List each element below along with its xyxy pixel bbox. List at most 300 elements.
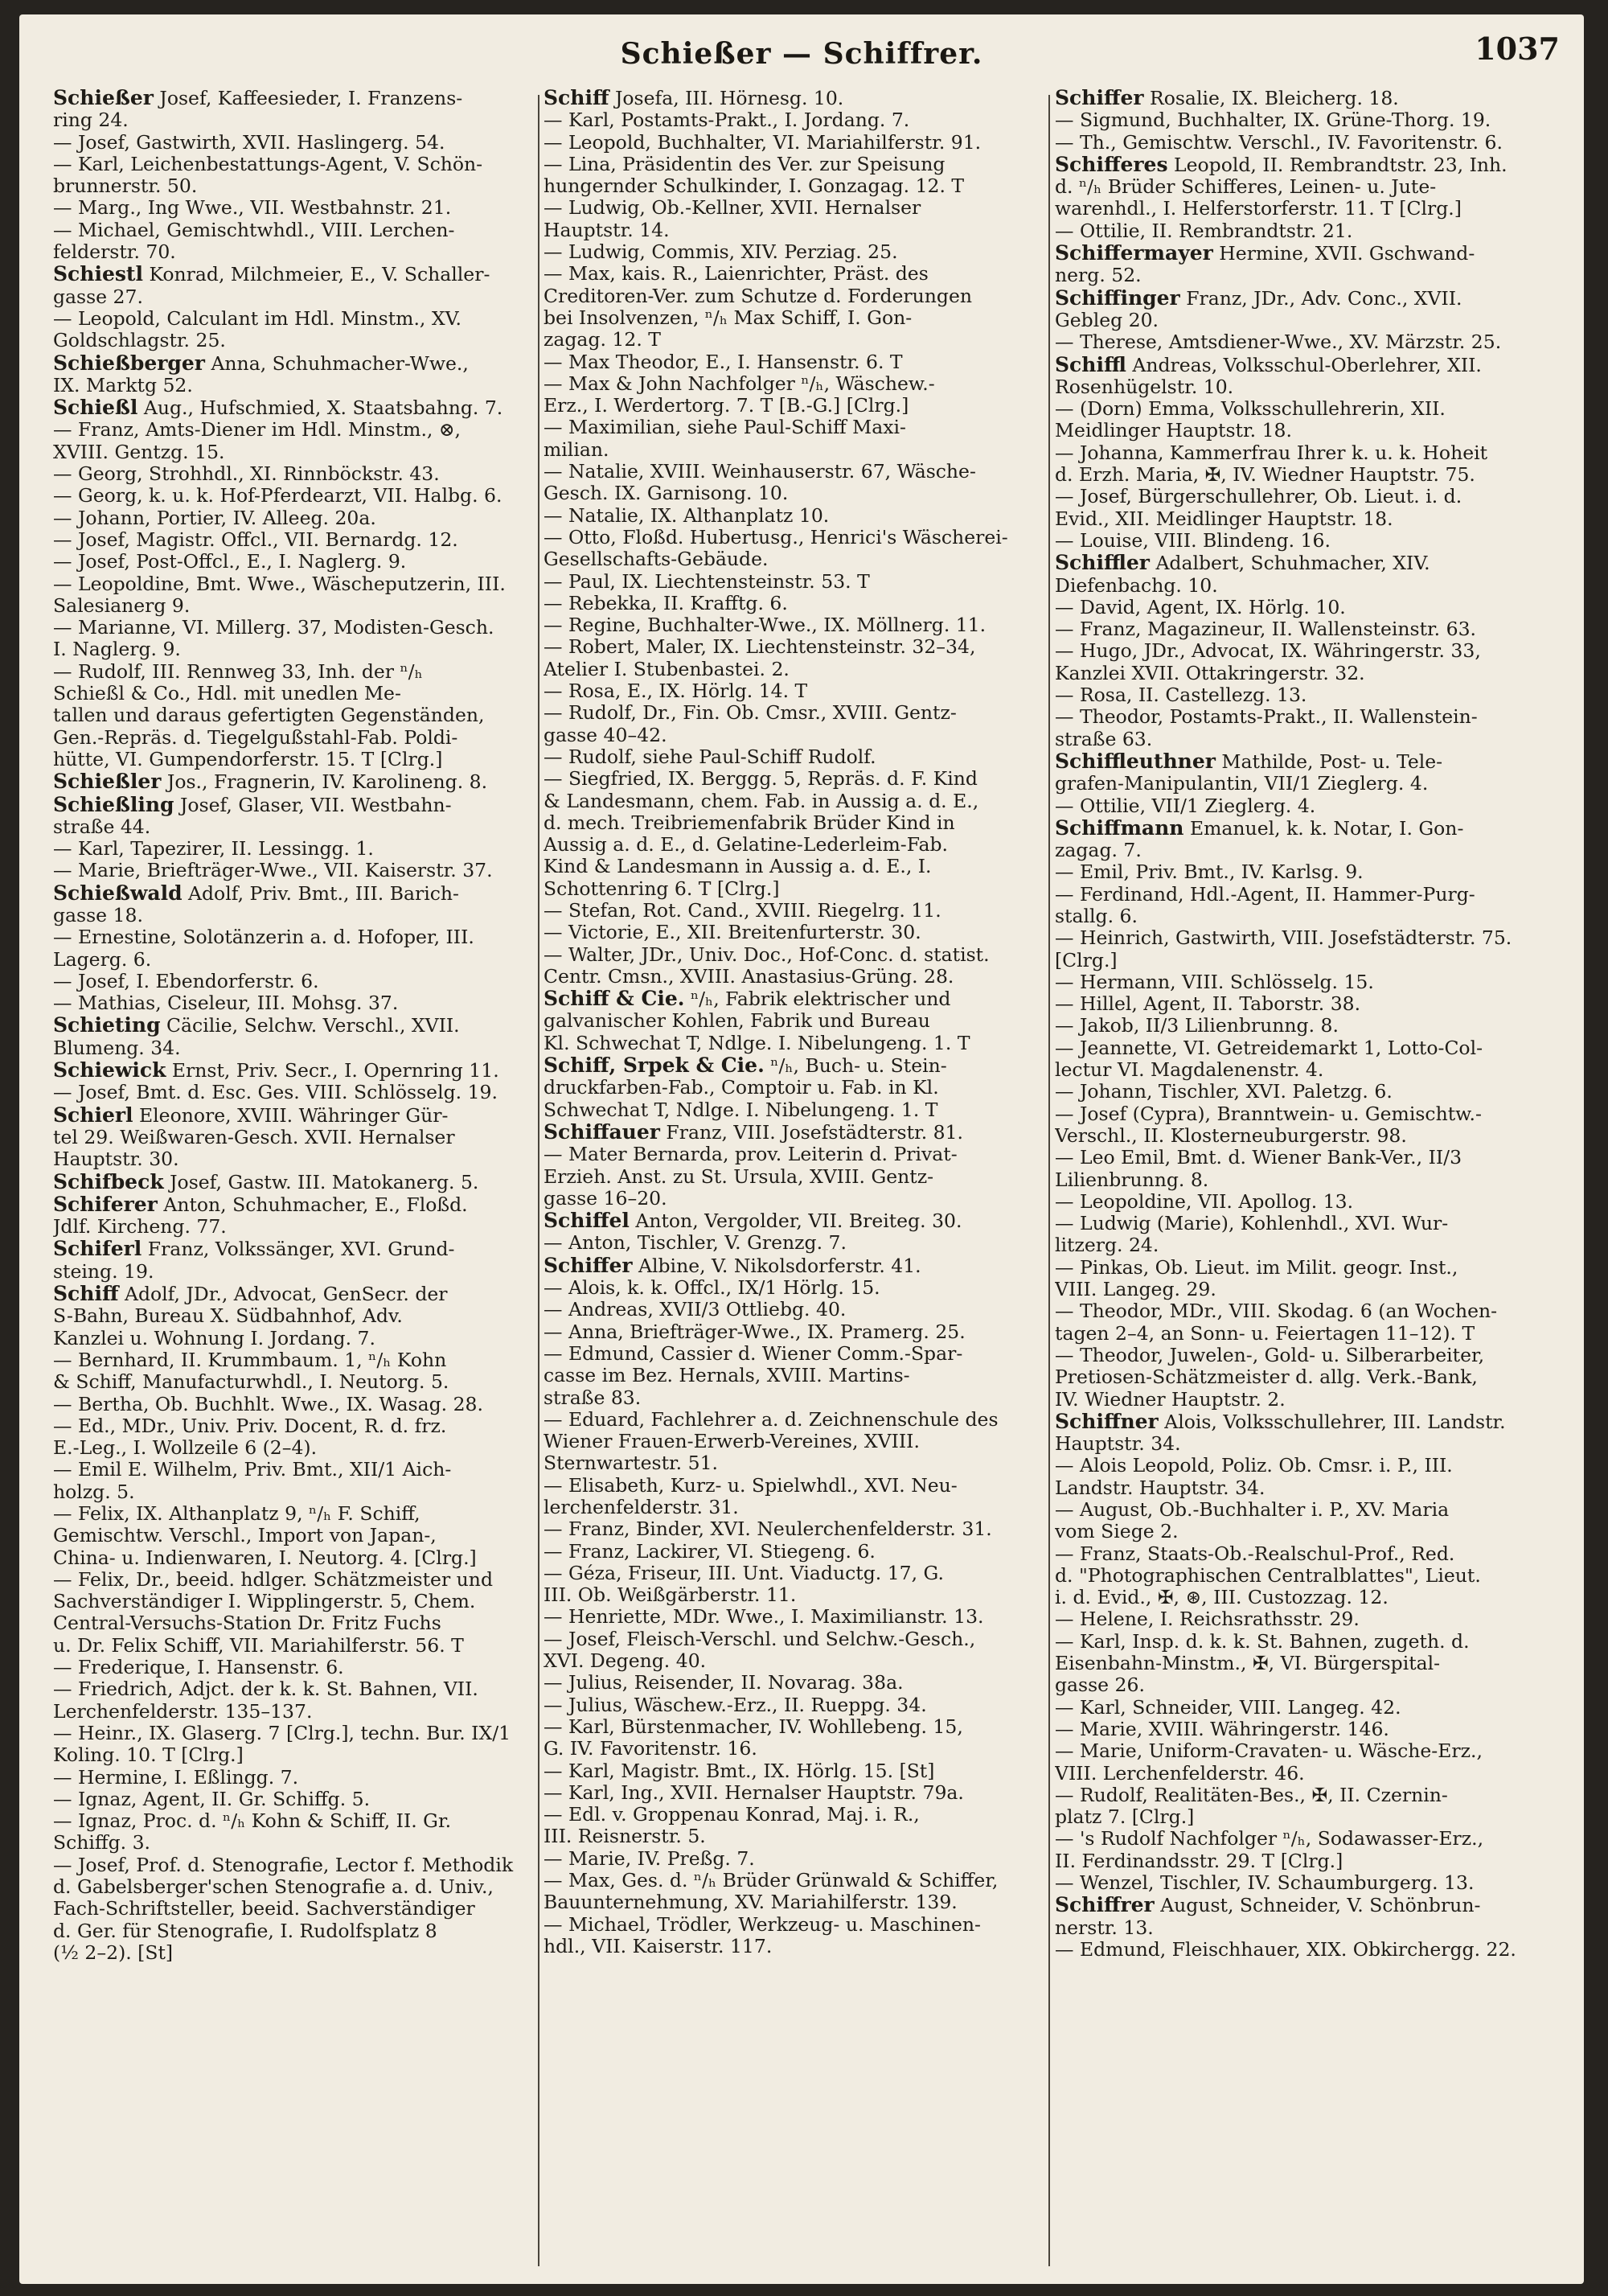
- directory-entry-heading: [53, 87, 534, 132]
- entry-text: Goldschlagstr. 25.: [53, 329, 226, 352]
- entry-line: [1055, 1476, 1553, 1499]
- directory-entry-heading: [544, 1255, 1042, 1277]
- entry-line: [53, 1259, 534, 1283]
- entry-text: — Marie, Uniform-Cravaten- u. Wäsche-Erz.,: [1055, 1740, 1483, 1763]
- entry-line: [544, 153, 1042, 175]
- entry-line: [53, 815, 534, 838]
- directory-entry: [544, 132, 1042, 154]
- entry-line: [544, 1031, 1042, 1054]
- entry-surname: Schiff: [53, 1283, 119, 1306]
- entry-text: — Johann, Tischler, XVI. Paletzg. 6.: [1055, 1081, 1393, 1103]
- directory-entry: [1055, 1455, 1553, 1499]
- entry-line: [544, 789, 1042, 812]
- entry-text: zagag. 12. T: [544, 328, 661, 351]
- entry-line: [1055, 1784, 1553, 1806]
- entry-text: Gemischtw. Verschl., Import von Japan-,: [53, 1524, 437, 1547]
- entry-line: [544, 284, 1042, 307]
- entry-text: — Heinr., IX. Glaserg. 7 [Clrg.], techn. Bur. IX/1: [53, 1722, 511, 1744]
- directory-entry: [1055, 220, 1553, 242]
- directory-entry: [1055, 795, 1553, 817]
- entry-line: [544, 1474, 1042, 1497]
- entry-text: — Julius, Wäschew.-Erz., II. Rueppg. 34.: [544, 1694, 927, 1716]
- entry-line: [1055, 1630, 1553, 1653]
- entry-text: Meidlinger Hauptstr. 18.: [1055, 419, 1292, 442]
- entry-line: [1055, 1674, 1553, 1697]
- entry-text: — Karl, Ing., XVII. Hernalser Hauptstr. 79a.: [544, 1781, 964, 1804]
- entry-text: Adalbert, Schuhmacher, XIV.: [1155, 552, 1430, 575]
- entry-text: — Friedrich, Adjct. der k. k. St. Bahnen, VII.: [53, 1678, 478, 1701]
- entry-line: [544, 504, 1042, 527]
- entry-line: [544, 1583, 1042, 1607]
- entry-text: Lagerg. 6.: [53, 947, 152, 971]
- entry-line: [53, 551, 534, 573]
- entry-text: IV. Wiedner Hauptstr. 2.: [1055, 1387, 1286, 1411]
- entry-line: [544, 1628, 1042, 1650]
- entry-line: [544, 1649, 1042, 1673]
- entry-line: [544, 1430, 1042, 1453]
- entry-line: [1055, 1410, 1553, 1433]
- entry-text: — Rudolf, siehe Paul-Schiff Rudolf.: [544, 745, 876, 768]
- entry-text: Josefa, III. Hörnesg. 10.: [614, 87, 844, 109]
- directory-entry: [1055, 530, 1553, 552]
- directory-entry: [1055, 1213, 1553, 1257]
- entry-line: [53, 881, 534, 905]
- entry-text: hütte, VI. Gumpendorferstr. 15. T [Clrg.]: [53, 747, 443, 770]
- entry-text: — Rosa, E., IX. Hörlg. 14. T: [544, 680, 808, 703]
- directory-entry: [1055, 1939, 1553, 1961]
- entry-surname: Schiffermayer: [1055, 242, 1213, 265]
- entry-text: — Mathias, Ciseleur, III. Mohsg. 37.: [53, 992, 399, 1015]
- entry-line: [1055, 1344, 1553, 1366]
- directory-entry: [1055, 1872, 1553, 1894]
- entry-line: [53, 1854, 534, 1876]
- entry-text: Jos., Fragnerin, IV. Karolineng. 8.: [166, 770, 488, 794]
- entry-text: Atelier I. Stubenbastei. 2.: [544, 657, 790, 680]
- entry-text: Fach-Schriftsteller, beeid. Sachverständiger: [53, 1897, 475, 1920]
- directory-entry: [544, 1232, 1042, 1254]
- directory-entry: [1055, 861, 1553, 883]
- entry-text: galvanischer Kohlen, Fabrik und Bureau: [544, 1009, 930, 1033]
- entry-text: — Ludwig, Ob.-Kellner, XVII. Hernalser: [544, 197, 921, 220]
- entry-text: — Johann, Portier, IV. Alleeg. 20a.: [53, 507, 376, 529]
- entry-line: [1055, 1894, 1553, 1917]
- entry-line: [544, 1342, 1042, 1365]
- entry-line: [1055, 684, 1553, 707]
- entry-text: Erz., I. Werdertorg. 7. T [B.-G.] [Clrg.]: [544, 394, 909, 417]
- directory-entry: [1055, 132, 1553, 154]
- entry-text: — August, Ob.-Buchhalter i. P., XV. Maria: [1055, 1499, 1450, 1521]
- entry-text: XVIII. Gentzg. 15.: [53, 440, 225, 463]
- directory-entry: [1055, 331, 1553, 353]
- entry-line: [1055, 573, 1553, 597]
- entry-surname: Schiffner: [1055, 1410, 1159, 1433]
- entry-text: Salesianerg 9.: [53, 594, 191, 617]
- directory-entry: [1055, 1828, 1553, 1872]
- entry-line: [1055, 861, 1553, 884]
- directory-entry-heading: [544, 87, 1042, 109]
- directory-entry: [53, 1459, 534, 1503]
- entry-line: [1055, 175, 1553, 199]
- entry-text: — Ignaz, Agent, II. Gr. Schiffg. 5.: [53, 1788, 371, 1810]
- directory-entry: [1055, 109, 1553, 131]
- directory-entry: [544, 1848, 1042, 1870]
- entry-text: Franz, VIII. Josefstädterstr. 81.: [666, 1120, 964, 1144]
- entry-text: litzerg. 24.: [1055, 1234, 1159, 1257]
- entry-text: ⁿ/ₕ, Buch- u. Stein-: [770, 1054, 947, 1078]
- directory-entry: [53, 197, 534, 219]
- directory-entry: [53, 507, 534, 529]
- directory-entry: [1055, 993, 1553, 1015]
- entry-text: — Georg, Strohhdl., XI. Rinnböckstr. 43.: [53, 463, 440, 486]
- entry-text: — Walter, JDr., Univ. Doc., Hof-Conc. d. statist.: [544, 943, 990, 966]
- directory-entry: [544, 1409, 1042, 1475]
- entry-line: [1055, 1123, 1553, 1147]
- directory-entry: [1055, 1081, 1553, 1103]
- entry-text: Albine, V. Nikolsdorferstr. 41.: [638, 1254, 921, 1277]
- entry-surname: Schiffleuthner: [1055, 750, 1216, 773]
- entry-line: [1055, 1321, 1553, 1345]
- entry-line: [53, 1125, 534, 1148]
- directory-entry: [53, 1082, 534, 1103]
- entry-line: [53, 1349, 534, 1371]
- entry-text: Schwechat T, Ndlge. I. Nibelungeng. 1. T: [544, 1098, 938, 1121]
- entry-line: [53, 1766, 534, 1789]
- directory-entry: [1055, 1543, 1553, 1609]
- entry-surname: Schiferer: [53, 1193, 158, 1216]
- entry-text: — Hermine, I. Eßlingg. 7.: [53, 1766, 299, 1789]
- directory-entry: [544, 351, 1042, 373]
- directory-entry: [53, 1723, 534, 1767]
- column-middle: [544, 87, 1042, 2274]
- directory-entry: [1055, 486, 1553, 530]
- entry-text: vom Siege 2.: [1055, 1520, 1179, 1543]
- entry-text: China- u. Indienwaren, I. Neutorg. 4. [Clrg.]: [53, 1546, 477, 1569]
- entry-line: [544, 1562, 1042, 1584]
- directory-entry-heading: [1055, 242, 1553, 287]
- entry-line: [544, 657, 1042, 680]
- entry-text: — Jakob, II/3 Lilienbrunng. 8.: [1055, 1015, 1339, 1037]
- entry-text: — Emil E. Wilhelm, Priv. Bmt., XII/1 Aich-: [53, 1459, 452, 1481]
- entry-text: — Felix, Dr., beeid. hdlger. Schätzmeister und: [53, 1568, 493, 1591]
- directory-entry-heading: [53, 1193, 534, 1238]
- directory-entry: [544, 505, 1042, 527]
- entry-text: tallen und daraus gefertigten Gegenständen,: [53, 704, 485, 727]
- entry-line: [53, 1059, 534, 1082]
- page-number: 1037: [1475, 31, 1560, 67]
- entry-line: [1055, 816, 1553, 840]
- entry-line: [1055, 1608, 1553, 1631]
- directory-entry: [544, 680, 1042, 702]
- entry-line: [1055, 1256, 1553, 1279]
- entry-text: — Karl, Schneider, VIII. Langeg. 42.: [1055, 1696, 1401, 1719]
- entry-line: [1055, 948, 1553, 971]
- entry-line: [1055, 1872, 1553, 1895]
- entry-line: [1055, 640, 1553, 663]
- entry-line: [53, 1633, 534, 1657]
- entry-surname: Schiffer: [544, 1254, 633, 1277]
- entry-text: straße 44.: [53, 815, 151, 838]
- entry-text: Verschl., II. Klosterneuburgerstr. 98.: [1055, 1123, 1407, 1147]
- entry-text: — Franz, Staats-Ob.-Realschul-Prof., Red.: [1055, 1542, 1455, 1565]
- entry-text: — Ludwig (Marie), Kohlenhdl., XVI. Wur-: [1055, 1213, 1449, 1235]
- entry-line: [1055, 618, 1553, 641]
- directory-entry: [1055, 442, 1553, 487]
- entry-text: Erzieh. Anst. zu St. Ursula, XVIII. Gentz-: [544, 1164, 934, 1188]
- directory-entry: [1055, 1345, 1553, 1411]
- directory-entry: [544, 1914, 1042, 1958]
- entry-text: Josef, Kaffeesieder, I. Franzens-: [159, 87, 463, 109]
- entry-line: [53, 351, 534, 375]
- entry-line: [544, 1737, 1042, 1760]
- entry-surname: Schieting: [53, 1014, 161, 1037]
- directory-entry: [544, 527, 1042, 571]
- entry-text: lectur VI. Magdalenenstr. 4.: [1055, 1058, 1324, 1082]
- directory-page: [19, 14, 1584, 2284]
- entry-text: Kanzlei XVII. Ottakringerstr. 32.: [1055, 661, 1365, 684]
- entry-text: straße 63.: [1055, 727, 1153, 750]
- entry-text: — Leo Emil, Bmt. d. Wiener Bank-Ver., II/3: [1055, 1147, 1462, 1169]
- entry-line: [53, 1678, 534, 1701]
- entry-line: [53, 1699, 534, 1723]
- entry-line: [53, 1459, 534, 1481]
- entry-text: — Marianne, VI. Millerg. 37, Modisten-Gesch.: [53, 617, 494, 639]
- entry-text: — Josef, Fleisch-Verschl. und Selchw.-Gesch.,: [544, 1628, 976, 1650]
- entry-text: — Natalie, IX. Althanplatz 10.: [544, 504, 830, 527]
- directory-entry: [544, 571, 1042, 593]
- entry-line: [544, 1540, 1042, 1563]
- entry-line: [544, 943, 1042, 966]
- entry-line: [53, 175, 534, 198]
- entry-text: — Robert, Maler, IX. Liechtensteinstr. 32–34,: [544, 636, 976, 659]
- entry-text: — Ed., MDr., Univ. Priv. Docent, R. d. frz.: [53, 1415, 447, 1437]
- directory-entry: [544, 614, 1042, 636]
- entry-text: — Josef, Prof. d. Stenografie, Lector f. Methodik: [53, 1854, 514, 1876]
- directory-entry: [1055, 1191, 1553, 1213]
- entry-line: [53, 660, 534, 683]
- entry-line: [544, 1781, 1042, 1804]
- entry-line: [1055, 1652, 1553, 1675]
- entry-line: [1055, 772, 1553, 795]
- entry-text: — Ottilie, VII/1 Zieglerg. 4.: [1055, 795, 1316, 817]
- page-title: Schießer — Schiffrer.: [620, 37, 983, 71]
- entry-line: [544, 899, 1042, 922]
- entry-text: u. Dr. Felix Schiff, VII. Mariahilferstr. 56. T: [53, 1633, 464, 1657]
- directory-entry-heading: [1055, 154, 1553, 220]
- entry-line: [544, 1825, 1042, 1848]
- entry-line: [1055, 1300, 1553, 1323]
- entry-line: [53, 1919, 534, 1942]
- entry-line: [53, 947, 534, 971]
- entry-text: — Josef, Bmt. d. Esc. Ges. VIII. Schlösselg. 19.: [53, 1082, 498, 1104]
- entry-text: straße 83.: [544, 1386, 642, 1409]
- entry-surname: Schiff, Srpek & Cie.: [544, 1054, 765, 1078]
- entry-line: [1055, 1718, 1553, 1740]
- directory-entry: [544, 1782, 1042, 1804]
- entry-line: [544, 328, 1042, 351]
- entry-text: Anton, Schuhmacher, E., Floßd.: [163, 1193, 468, 1216]
- entry-line: [53, 1788, 534, 1810]
- directory-entry: [53, 992, 534, 1014]
- entry-text: — Edl. v. Groppenau Konrad, Maj. i. R.,: [544, 1804, 920, 1826]
- entry-text: d. mech. Treibriemenfabrik Brüder Kind in: [544, 811, 955, 834]
- entry-text: — Josef, Bürgerschullehrer, Ob. Lieut. i. d.: [1055, 486, 1462, 508]
- entry-line: [544, 1496, 1042, 1518]
- entry-line: [53, 373, 534, 396]
- entry-line: [544, 1804, 1042, 1826]
- entry-text: Hauptstr. 34.: [1055, 1432, 1181, 1456]
- entry-text: Leopold, II. Rembrandtstr. 23, Inh.: [1174, 153, 1508, 176]
- entry-line: [53, 219, 534, 241]
- directory-entry: [544, 1144, 1042, 1210]
- entry-text: I. Naglerg. 9.: [53, 638, 181, 661]
- entry-text: d. Ger. für Stenografie, I. Rudolfsplatz 8: [53, 1919, 437, 1942]
- entry-line: [544, 1120, 1042, 1144]
- entry-line: [544, 175, 1042, 198]
- directory-entry-heading: [53, 882, 534, 927]
- entry-line: [53, 1326, 534, 1349]
- entry-surname: Schiestl: [53, 263, 143, 286]
- entry-line: [53, 1036, 534, 1059]
- entry-line: [1055, 1696, 1553, 1719]
- entry-text: platz 7. [Clrg.]: [1055, 1805, 1195, 1829]
- directory-entry: [544, 636, 1042, 680]
- entry-text: Adolf, Priv. Bmt., III. Barich-: [188, 881, 459, 905]
- entry-text: — Géza, Friseur, III. Unt. Viaductg. 17, G.: [544, 1562, 944, 1584]
- entry-text: — Frederique, I. Hansenstr. 6.: [53, 1657, 344, 1679]
- entry-line: [53, 594, 534, 617]
- entry-text: — Leopold, Calculant im Hdl. Minstm., XV.: [53, 307, 461, 330]
- entry-text: Anton, Vergolder, VII. Breiteg. 30.: [635, 1210, 962, 1233]
- entry-line: [1055, 1586, 1553, 1609]
- entry-text: — Marie, Briefträger-Wwe., VII. Kaiserstr. 37.: [53, 860, 493, 882]
- directory-entry: [53, 1415, 534, 1460]
- entry-line: [53, 1546, 534, 1569]
- entry-text: August, Schneider, V. Schönbrun-: [1160, 1894, 1481, 1917]
- entry-line: [544, 263, 1042, 285]
- directory-entry-heading: [1055, 354, 1553, 399]
- entry-text: IX. Marktg 52.: [53, 373, 193, 396]
- entry-text: VIII. Langeg. 29.: [1055, 1278, 1216, 1301]
- entry-line: [1055, 706, 1553, 729]
- entry-line: [53, 747, 534, 770]
- directory-entry: [544, 373, 1042, 417]
- directory-entry: [544, 241, 1042, 263]
- directory-entry: [544, 1606, 1042, 1628]
- entry-line: [544, 1321, 1042, 1343]
- entry-text: — Paul, IX. Liechtensteinstr. 53. T: [544, 570, 870, 593]
- entry-text: Sachverständiger I. Wipplingerstr. 5, Chem.: [53, 1590, 476, 1613]
- entry-line: [53, 1810, 534, 1833]
- entry-text: — Karl, Postamts-Prakt., I. Jordang. 7.: [544, 109, 910, 132]
- directory-entry-heading: [1055, 817, 1553, 862]
- entry-line: [53, 1744, 534, 1767]
- entry-text: — Alois Leopold, Poliz. Ob. Cmsr. i. P., III.: [1055, 1455, 1453, 1477]
- entry-line: [1055, 1234, 1553, 1257]
- directory-entry: [53, 419, 534, 463]
- entry-text: — Rudolf, Realitäten-Bes., ✠, II. Czernin-: [1055, 1784, 1448, 1806]
- entry-line: [53, 240, 534, 264]
- entry-line: [53, 1238, 534, 1261]
- entry-line: [53, 329, 534, 352]
- entry-text: — Alois, k. k. Offcl., IX/1 Hörlg. 15.: [544, 1277, 880, 1300]
- entry-text: d. "Photographischen Centralblattes", Lieut.: [1055, 1563, 1481, 1587]
- entry-text: Schottenring 6. T [Clrg.]: [544, 877, 780, 900]
- entry-text: Eisenbahn-Minstm., ✠, VI. Bürgerspital-: [1055, 1652, 1441, 1675]
- directory-entry: [53, 1657, 534, 1678]
- directory-entry: [53, 154, 534, 198]
- entry-text: — Henriette, MDr. Wwe., I. Maximilianstr. 13.: [544, 1606, 984, 1629]
- entry-text: — Karl, Bürstenmacher, IV. Wohllebeng. 15,: [544, 1715, 963, 1738]
- directory-entry: [1055, 1631, 1553, 1697]
- entry-line: [1055, 1190, 1553, 1213]
- entry-text: — Heinrich, Gastwirth, VIII. Josefstädterstr. 75.: [1055, 927, 1512, 950]
- entry-text: — Emil, Priv. Bmt., IV. Karlsg. 9.: [1055, 861, 1364, 884]
- entry-text: — Max, kais. R., Laienrichter, Präst. des: [544, 263, 929, 285]
- entry-text: — Theodor, Juwelen-, Gold- u. Silberarbeiter,: [1055, 1344, 1485, 1366]
- entry-line: [53, 109, 534, 132]
- entry-line: [544, 1452, 1042, 1475]
- entry-text: Central-Versuchs-Station Dr. Fritz Fuchs: [53, 1612, 441, 1635]
- entry-line: [53, 1393, 534, 1415]
- directory-entry-heading: [544, 1121, 1042, 1144]
- entry-text: Hermine, XVII. Gschwand-: [1219, 242, 1475, 265]
- entry-line: [544, 680, 1042, 703]
- entry-text: Hauptstr. 30.: [53, 1148, 179, 1171]
- entry-text: i. d. Evid., ✠, ⊛, III. Custozzag. 12.: [1055, 1586, 1389, 1609]
- entry-line: [544, 1076, 1042, 1099]
- directory-entry-heading: [53, 1283, 534, 1349]
- entry-line: [1055, 375, 1553, 398]
- entry-line: [53, 507, 534, 529]
- directory-entry: [544, 900, 1042, 922]
- directory-entry: [544, 197, 1042, 241]
- entry-line: [544, 461, 1042, 483]
- entry-text: — Regine, Buchhalter-Wwe., IX. Möllnerg. 11.: [544, 614, 987, 637]
- directory-entry-heading: [544, 988, 1042, 1054]
- entry-line: [544, 1144, 1042, 1166]
- entry-text: Andreas, Volksschul-Oberlehrer, XII.: [1132, 353, 1482, 376]
- entry-line: [544, 1009, 1042, 1033]
- entry-surname: Schiffel: [544, 1210, 630, 1233]
- entry-line: [53, 638, 534, 661]
- entry-line: [544, 768, 1042, 791]
- directory-entry: [544, 1694, 1042, 1716]
- directory-entry: [1055, 640, 1553, 684]
- entry-line: [544, 197, 1042, 220]
- directory-entry: [53, 573, 534, 618]
- entry-text: milian.: [544, 437, 609, 461]
- entry-line: [53, 1875, 534, 1899]
- entry-text: — Therese, Amtsdiener-Wwe., XV. Märzstr. 25.: [1055, 331, 1502, 354]
- directory-entry: [53, 551, 534, 573]
- entry-text: — Elisabeth, Kurz- u. Spielwhdl., XVI. Neu-: [544, 1474, 958, 1497]
- directory-entry: [1055, 1740, 1553, 1785]
- entry-text: nerstr. 13.: [1055, 1916, 1154, 1939]
- directory-entry: [544, 1518, 1042, 1540]
- entry-line: [53, 1014, 534, 1037]
- directory-entry: [53, 1854, 534, 1964]
- entry-surname: Schiffler: [1055, 552, 1150, 575]
- entry-line: [53, 1897, 534, 1920]
- directory-entry: [53, 971, 534, 992]
- directory-entry: [544, 1321, 1042, 1343]
- entry-text: Franz, JDr., Adv. Conc., XVII.: [1186, 286, 1462, 310]
- entry-text: Eleonore, XVIII. Währinger Gür-: [139, 1103, 449, 1127]
- entry-text: — Georg, k. u. k. Hof-Pferdearzt, VII. Halbg. 6.: [53, 485, 503, 507]
- entry-text: Adolf, JDr., Advocat, GenSecr. der: [124, 1283, 448, 1306]
- entry-text: — Maximilian, siehe Paul-Schiff Maxi-: [544, 417, 906, 439]
- entry-line: [544, 1913, 1042, 1936]
